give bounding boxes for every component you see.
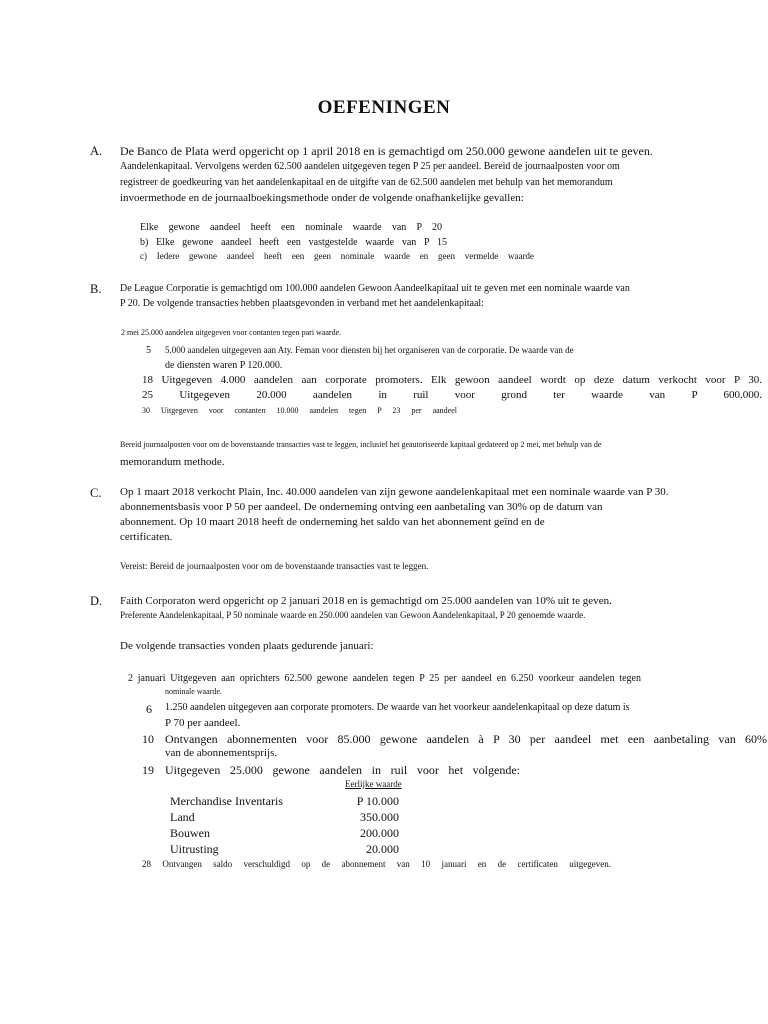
section-a-option-2: b) Elke gewone aandeel heeft een vastgestelde waarde van P 15 (140, 237, 447, 248)
section-b-transaction-2-day: 5 (146, 345, 151, 356)
section-d-transaction-3-line-2: van de abonnementsprijs. (165, 747, 278, 759)
section-d-letter: D. (90, 594, 103, 608)
section-b-transaction-4: 25 Uitgegeven 20.000 aandelen in ruil voor grond ter waarde van P 600.000. (142, 389, 762, 401)
section-b-requirement-line-2: memorandum methode. (120, 456, 225, 468)
section-d-transaction-3-line-1: Ontvangen abonnementen voor 85.000 gewone aandelen à P 30 per aandeel met een aanbetaling van 60% (165, 732, 767, 746)
section-b-letter: B. (90, 282, 102, 296)
section-c-letter: C. (90, 486, 102, 500)
section-a-line-1: De Banco de Plata werd opgericht op 1 april 2018 en is gemachtigd om 250.000 gewone aandelen uit te geven. (120, 144, 653, 158)
asset-name: Bouwen (170, 826, 210, 840)
section-c-line-1: Op 1 maart 2018 verkocht Plain, Inc. 40.000 aandelen van zijn gewone aandelenkapitaal met een nominale waarde van P 30. (120, 486, 669, 498)
section-d-transaction-3-day: 10 (142, 732, 154, 746)
section-a-line-3: registreer de goedkeuring van het aandelenkapitaal en de uitgifte van de 62.500 aandelen met behulp van het memorandum (120, 177, 613, 188)
section-c-line-4: certificaten. (120, 531, 173, 543)
section-d-line-2: Preferente Aandelenkapitaal, P 50 nominale waarde en 250.000 aandelen van Gewoon Aandelenkapitaal, P 20 genoemde waarde. (120, 610, 586, 620)
section-b-transaction-2-line-1: 5.000 aandelen uitgegeven aan Aty. Feman voor diensten bij het organiseren van de corporatie. De waarde van de (165, 345, 574, 355)
section-a-line-4: invoermethode en de journaalboekingsmethode onder de volgende onafhankelijke gevallen: (120, 192, 524, 204)
asset-name: Uitrusting (170, 842, 219, 856)
asset-name: Merchandise Inventaris (170, 794, 283, 808)
section-a-option-1: Elke gewone aandeel heeft een nominale waarde van P 20 (140, 222, 442, 233)
section-a-letter: A. (90, 144, 103, 158)
section-d-transaction-1-line-2: nominale waarde. (165, 687, 222, 696)
section-b-line-1: De League Corporatie is gemachtigd om 100.000 aandelen Gewoon Aandeelkapitaal uit te geven met een nominale waarde van (120, 283, 630, 294)
fair-value-header: Eerlijke waarde (345, 779, 402, 789)
section-a-option-3: c) Iedere gewone aandeel heeft een geen nominale waarde en geen vermelde waarde (140, 251, 534, 261)
section-d-transaction-4-day: 19 (142, 763, 154, 777)
section-b-transaction-2-line-2: de diensten waren P 120.000. (165, 360, 283, 371)
asset-value: P 10.000 (356, 794, 399, 808)
section-d-transaction-2-line-2: P 70 per aandeel. (165, 717, 241, 729)
section-c-line-3: abonnement. Op 10 maart 2018 heeft de onderneming het saldo van het abonnement geïnd en de (120, 516, 545, 528)
section-d-transaction-2-day: 6 (146, 702, 152, 716)
asset-value: 350.000 (360, 810, 399, 824)
section-b-transaction-3: 18 Uitgegeven 4.000 aandelen aan corporate promoters. Elk gewoon aandeel wordt op deze datum verkocht voor P 30. (142, 374, 762, 386)
section-d-transaction-5: 28 Ontvangen saldo verschuldigd op de abonnement van 10 januari en de certificaten uitgegeven. (142, 859, 611, 869)
section-b-requirement-line-1: Bereid journaalposten voor om de bovenstaande transacties vast te leggen, inclusief het geautoriseerde kapitaal gedateerd op 2 mei, met behulp van de (120, 440, 602, 449)
section-b-transaction-5: 30 Uitgegeven voor contanten 10.000 aandelen tegen P 23 per aandeel (142, 406, 457, 415)
section-d-transaction-4-line-1: Uitgegeven 25.000 gewone aandelen in ruil voor het volgende: (165, 763, 520, 777)
section-a-line-2: Aandelenkapitaal. Vervolgens werden 62.500 aandelen uitgegeven tegen P 25 per aandeel. Bereid de journaalposten voor om (120, 161, 620, 172)
section-b-line-2: P 20. De volgende transacties hebben plaatsgevonden in verband met het aandelenkapitaal: (120, 298, 484, 309)
section-d-line-1: Faith Corporaton werd opgericht op 2 januari 2018 en is gemachtigd om 25.000 aandelen van 10% uit te geven. (120, 595, 612, 607)
page-title: OEFENINGEN (317, 97, 451, 118)
asset-name: Land (170, 810, 195, 824)
asset-value: 20.000 (366, 842, 399, 856)
section-d-transaction-1-line-1: 2 januari Uitgegeven aan oprichters 62.500 gewone aandelen tegen P 25 per aandeel en 6.250 voorkeur aandelen tegen (128, 673, 641, 684)
section-b-transaction-1: 2 mei 25.000 aandelen uitgegeven voor contanten tegen pari waarde. (121, 328, 342, 337)
section-c-line-2: abonnementsbasis voor P 50 per aandeel. De onderneming ontving een aanbetaling van 30% op de datum van (120, 501, 603, 513)
section-d-transaction-2-line-1: 1.250 aandelen uitgegeven aan corporate promoters. De waarde van het voorkeur aandelenkapitaal op deze datum is (165, 702, 630, 713)
section-c-requirement: Vereist: Bereid de journaalposten voor om de bovenstaande transacties vast te leggen. (120, 561, 429, 571)
section-d-intro: De volgende transacties vonden plaats gedurende januari: (120, 640, 374, 652)
asset-value: 200.000 (360, 826, 399, 840)
